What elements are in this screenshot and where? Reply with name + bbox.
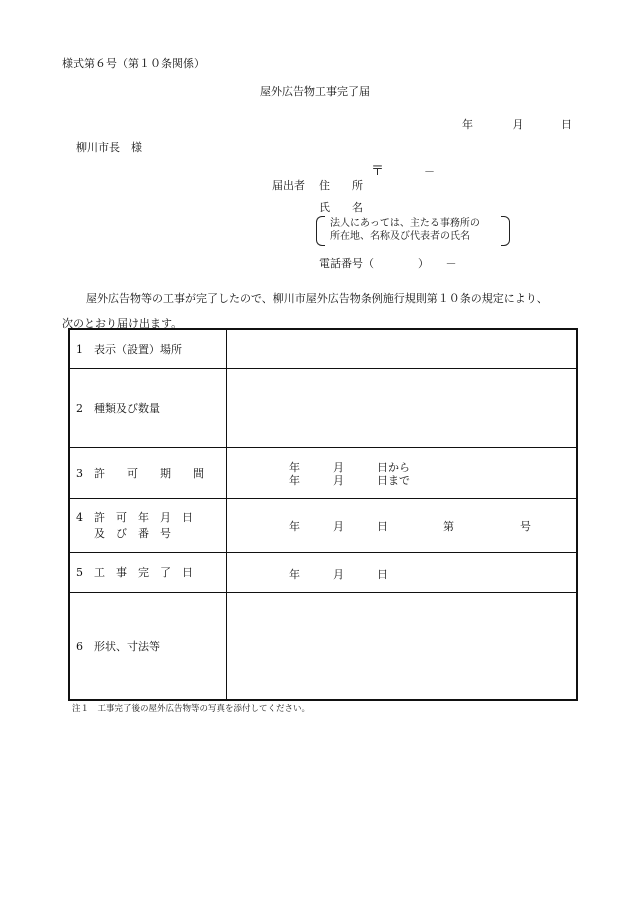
label-type-quantity: 2 種類及び数量 (69, 368, 227, 447)
name-label: 氏 名 (319, 201, 363, 214)
body-text-line-2: 次のとおり届け出ます。 (62, 317, 183, 330)
form-number: 様式第６号（第１０条関係） (62, 57, 205, 70)
body-text-line-1: 屋外広告物等の工事が完了したので、柳川市屋外広告物条例施行規則第１０条の規定により、 (86, 292, 548, 305)
document-title: 屋外広告物工事完了届 (260, 85, 370, 98)
table-row-completion-date (69, 552, 577, 592)
label-location: 1 表示（設置）場所 (69, 329, 227, 368)
right-bracket (501, 216, 510, 246)
corporate-note-line-1: 法人にあっては、主たる事務所の (330, 218, 480, 229)
table-row-permit-date-number (69, 498, 577, 552)
table-row-location (69, 329, 577, 368)
form-table (68, 328, 578, 701)
field-permit-date-number[interactable] (227, 498, 578, 552)
permit-date-number-text: 年 月 日 第 号 (289, 519, 531, 533)
table-row-shape-size (69, 592, 577, 700)
field-type-quantity[interactable] (227, 368, 578, 447)
label-permit-date: 4 許 可 年 月 日 (76, 511, 193, 524)
label-permit-date-number (69, 498, 227, 552)
completion-date-text: 年 月 日 (289, 567, 388, 581)
label-permit-period: 3 許 可 期 間 (69, 447, 227, 498)
corporate-note-line-2: 所在地、名称及び代表者の氏名 (330, 231, 470, 242)
label-completion-date: 5 工 事 完 了 日 (69, 552, 227, 592)
postal-dash: － (424, 165, 435, 178)
field-shape-size[interactable] (227, 592, 578, 700)
corporate-note-text (330, 217, 480, 243)
field-permit-period[interactable] (227, 447, 578, 498)
label-shape-size: 6 形状、寸法等 (69, 592, 227, 700)
date-day: 日 (561, 118, 572, 131)
table-row-permit-period (69, 447, 577, 498)
postal-mark-icon: 〒 (371, 164, 385, 179)
label-permit-number: 及 び 番 号 (94, 527, 171, 540)
permit-period-to: 年 月 日まで (289, 473, 410, 487)
addressee: 柳川市長 様 (76, 141, 142, 154)
left-bracket (316, 216, 325, 246)
date-line (462, 116, 572, 132)
date-month: 月 (512, 118, 524, 131)
field-location[interactable] (227, 329, 578, 368)
footnote: 注１ 工事完了後の屋外広告物等の写真を添付してください。 (72, 704, 311, 714)
phone-line: 電話番号（ ） － (319, 257, 457, 270)
address-label: 住 所 (319, 179, 363, 192)
table-row-type-quantity (69, 368, 577, 447)
corporate-note (316, 216, 506, 244)
date-year: 年 (462, 118, 473, 131)
permit-period-from: 年 月 日から (289, 460, 410, 474)
field-completion-date[interactable] (227, 552, 578, 592)
notifier-label: 届出者 (272, 179, 305, 192)
